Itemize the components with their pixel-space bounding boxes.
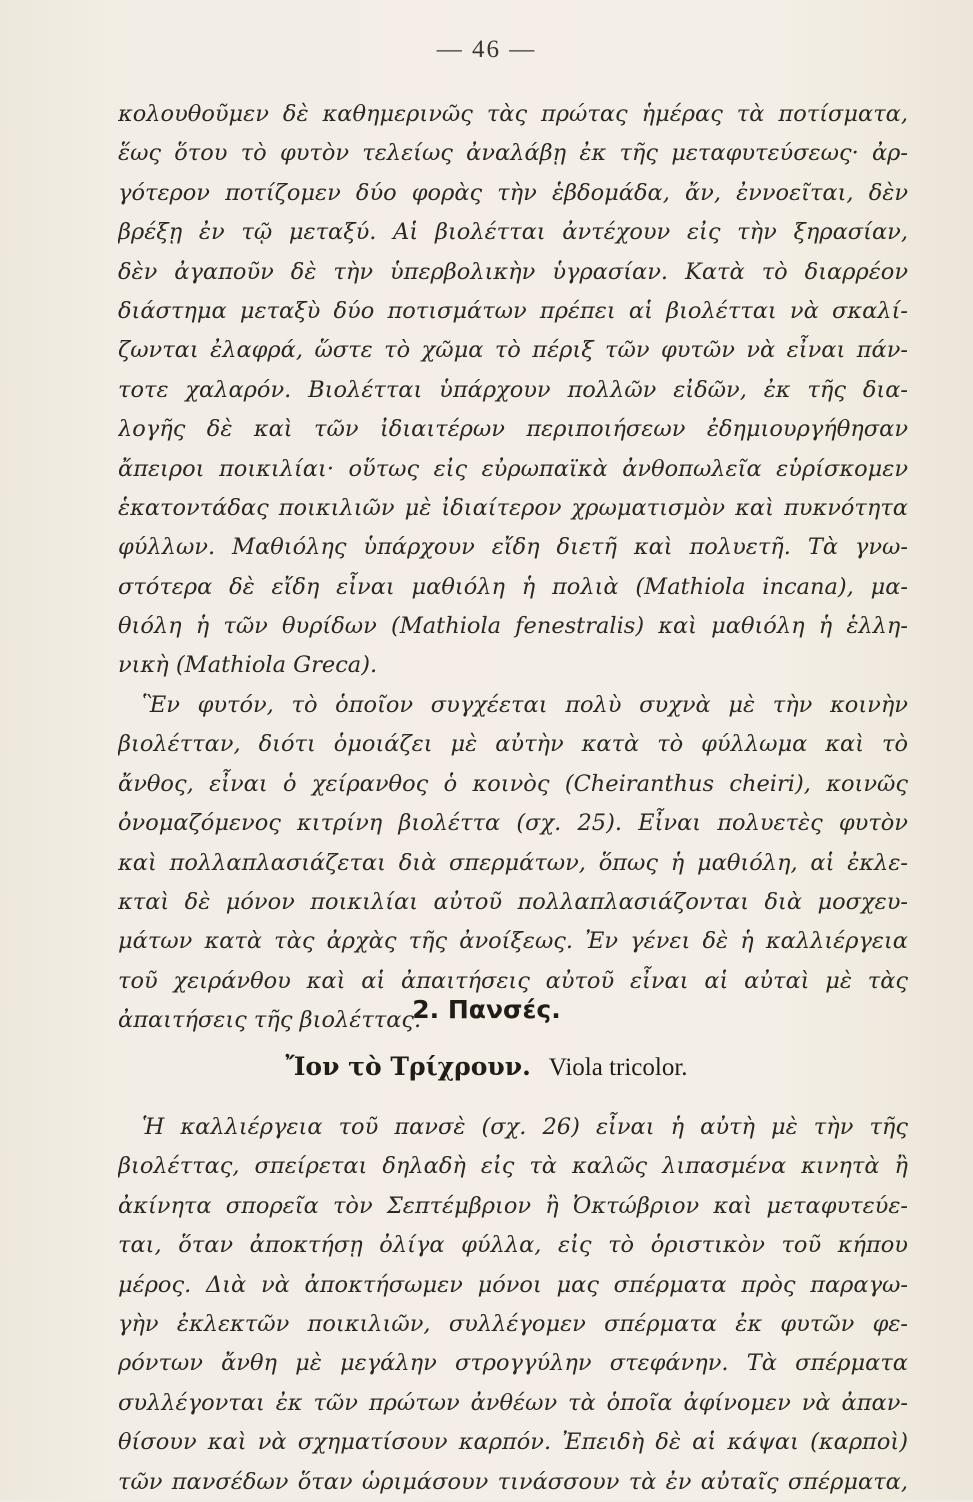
text-line: ζωνται ἐλαφρά, ὥστε τὸ χῶμα τὸ πέριξ τῶν φυτῶν νὰ εἶναι πάν- bbox=[118, 337, 908, 364]
text-line: βιολέττας, σπείρεται δηλαδὴ εἰς τὰ καλῶς λιπασμένα κινητὰ ἢ bbox=[118, 1153, 908, 1180]
text-line: κταὶ δὲ μόνον ποικιλίαι αὐτοῦ πολλαπλασιάζονται διὰ μοσχευ- bbox=[118, 888, 908, 915]
text-line: ἀκίνητα σπορεῖα τὸν Σεπτέμβριον ἢ Ὀκτώβριον καὶ μεταφυτεύε- bbox=[118, 1192, 908, 1219]
text-line: ἀπαιτήσεις τῆς βιολέττας. bbox=[118, 1007, 422, 1034]
text-line: μέρος. Διὰ νὰ ἀποκτήσωμεν μόνοι μας σπέρματα πρὸς παραγω- bbox=[118, 1271, 908, 1298]
page-number: — 46 — bbox=[436, 36, 537, 63]
paragraph-3 bbox=[118, 1108, 908, 1502]
text-line: ἄνθος, εἶναι ὁ χείρανθος ὁ κοινὸς (Cheiranthus cheiri), κοινῶς bbox=[118, 770, 908, 797]
text-line: διάστημα μεταξὺ δύο ποτισμάτων πρέπει αἱ βιολέτται νὰ σκαλί- bbox=[118, 297, 908, 324]
text-line: Ἓν φυτόν, τὸ ὁποῖον συγχέεται πολὺ συχνὰ μὲ τὴν κοινὴν bbox=[142, 692, 908, 718]
section-subtitle bbox=[0, 1052, 973, 1082]
text-line: θιόλη ἡ τῶν θυρίδων (Mathiola fenestralis) καὶ μαθιόλη ἡ ἑλλη- bbox=[118, 613, 908, 640]
text-line: ὀνομαζόμενος κιτρίνη βιολέττα (σχ. 25). Εἶναι πολυετὲς φυτὸν bbox=[118, 810, 908, 837]
text-line: γὴν ἐκλεκτῶν ποικιλιῶν, συλλέγομεν σπέρματα ἐκ φυτῶν φε- bbox=[118, 1310, 908, 1337]
text-line: συλλέγονται ἐκ τῶν πρώτων ἀνθέων τὰ ὁποῖα ἀφίνομεν νὰ ἀπαν- bbox=[118, 1389, 908, 1416]
text-line: δὲν ἀγαποῦν δὲ τὴν ὑπερβολικὴν ὑγρασίαν. Κατὰ τὸ διαρρέον bbox=[118, 258, 908, 285]
text-line: νικὴ (Mathiola Greca). bbox=[118, 652, 378, 679]
paragraph-2 bbox=[118, 686, 908, 1041]
text-line: ται, ὅταν ἀποκτήσῃ ὀλίγα φύλλα, εἰς τὸ ὁριστικὸν τοῦ κήπου bbox=[118, 1232, 908, 1259]
text-line: βιολέτταν, διότι ὁμοιάζει μὲ αὐτὴν κατὰ τὸ φύλλωμα καὶ τὸ bbox=[118, 731, 908, 758]
text-line: τοῦ χειράνθου καὶ αἱ ἀπαιτήσεις αὐτοῦ εἶναι αἱ αὐταὶ μὲ τὰς bbox=[118, 967, 908, 994]
text-line: τοτε χαλαρόν. Βιολέτται ὑπάρχουν πολλῶν εἰδῶν, ἐκ τῆς δια- bbox=[118, 376, 908, 403]
subtitle-greek-name: Ἴον τὸ Τρίχρουν. bbox=[285, 1052, 531, 1081]
text-line: ἑκατοντάδας ποικιλιῶν μὲ ἰδιαίτερον χρωματισμὸν καὶ πυκνότητα bbox=[118, 494, 908, 521]
text-line: λογῆς δὲ καὶ τῶν ἰδιαιτέρων περιποιήσεων ἐδημιουργήθησαν bbox=[118, 416, 908, 443]
text-line: κολουθοῦμεν δὲ καθημερινῶς τὰς πρώτας ἡμέρας τὰ ποτίσματα, bbox=[118, 101, 908, 127]
text-line: Ἡ καλλιέργεια τοῦ πανσὲ (σχ. 26) εἶναι ἡ αὐτὴ μὲ τὴν τῆς bbox=[142, 1114, 908, 1140]
text-line: θίσουν καὶ νὰ σχηματίσουν καρπόν. Ἐπειδὴ δὲ αἱ κάψαι (καρποὶ) bbox=[118, 1429, 908, 1456]
section-title: 2. Πανσές. bbox=[412, 995, 561, 1024]
text-line: φύλλων. Μαθιόλης ὑπάρχουν εἴδη διετῆ καὶ πολυετῆ. Τὰ γνω- bbox=[118, 534, 908, 561]
text-line: τῶν πανσέδων ὅταν ὡριμάσουν τινάσσουν τὰ ἐν αὐταῖς σπέρματα, bbox=[118, 1468, 908, 1495]
text-line: μάτων κατὰ τὰς ἀρχὰς τῆς ἀνοίξεως. Ἐν γένει δὲ ἡ καλλιέργεια bbox=[118, 928, 908, 955]
paragraph-1 bbox=[118, 95, 908, 686]
text-line: βρέξῃ ἐν τῷ μεταξύ. Αἱ βιολέτται ἀντέχουν εἰς τὴν ξηρασίαν, bbox=[118, 219, 908, 246]
text-line: ἕως ὅτου τὸ φυτὸν τελείως ἀναλάβῃ ἐκ τῆς μεταφυτεύσεως· ἀρ- bbox=[118, 140, 908, 167]
text-line: ρόντων ἄνθη μὲ μεγάλην στρογγύλην στεφάνην. Τὰ σπέρματα bbox=[118, 1350, 908, 1377]
text-line: ἄπειροι ποικιλίαι· οὕτως εἰς εὐρωπαϊκὰ ἀνθοπωλεῖα εὑρίσκομεν bbox=[118, 455, 908, 482]
subtitle-latin-name: Viola tricolor. bbox=[548, 1054, 688, 1081]
text-line: γότερον ποτίζομεν δύο φορὰς τὴν ἑβδομάδα, ἄν, ἐννοεῖται, δὲν bbox=[118, 179, 908, 206]
text-line: καὶ πολλαπλασιάζεται διὰ σπερμάτων, ὅπως ἡ μαθιόλη, αἱ ἐκλε- bbox=[118, 849, 908, 876]
text-line: στότερα δὲ εἴδη εἶναι μαθιόλη ἡ πολιὰ (Mathiola incana), μα- bbox=[118, 573, 908, 600]
